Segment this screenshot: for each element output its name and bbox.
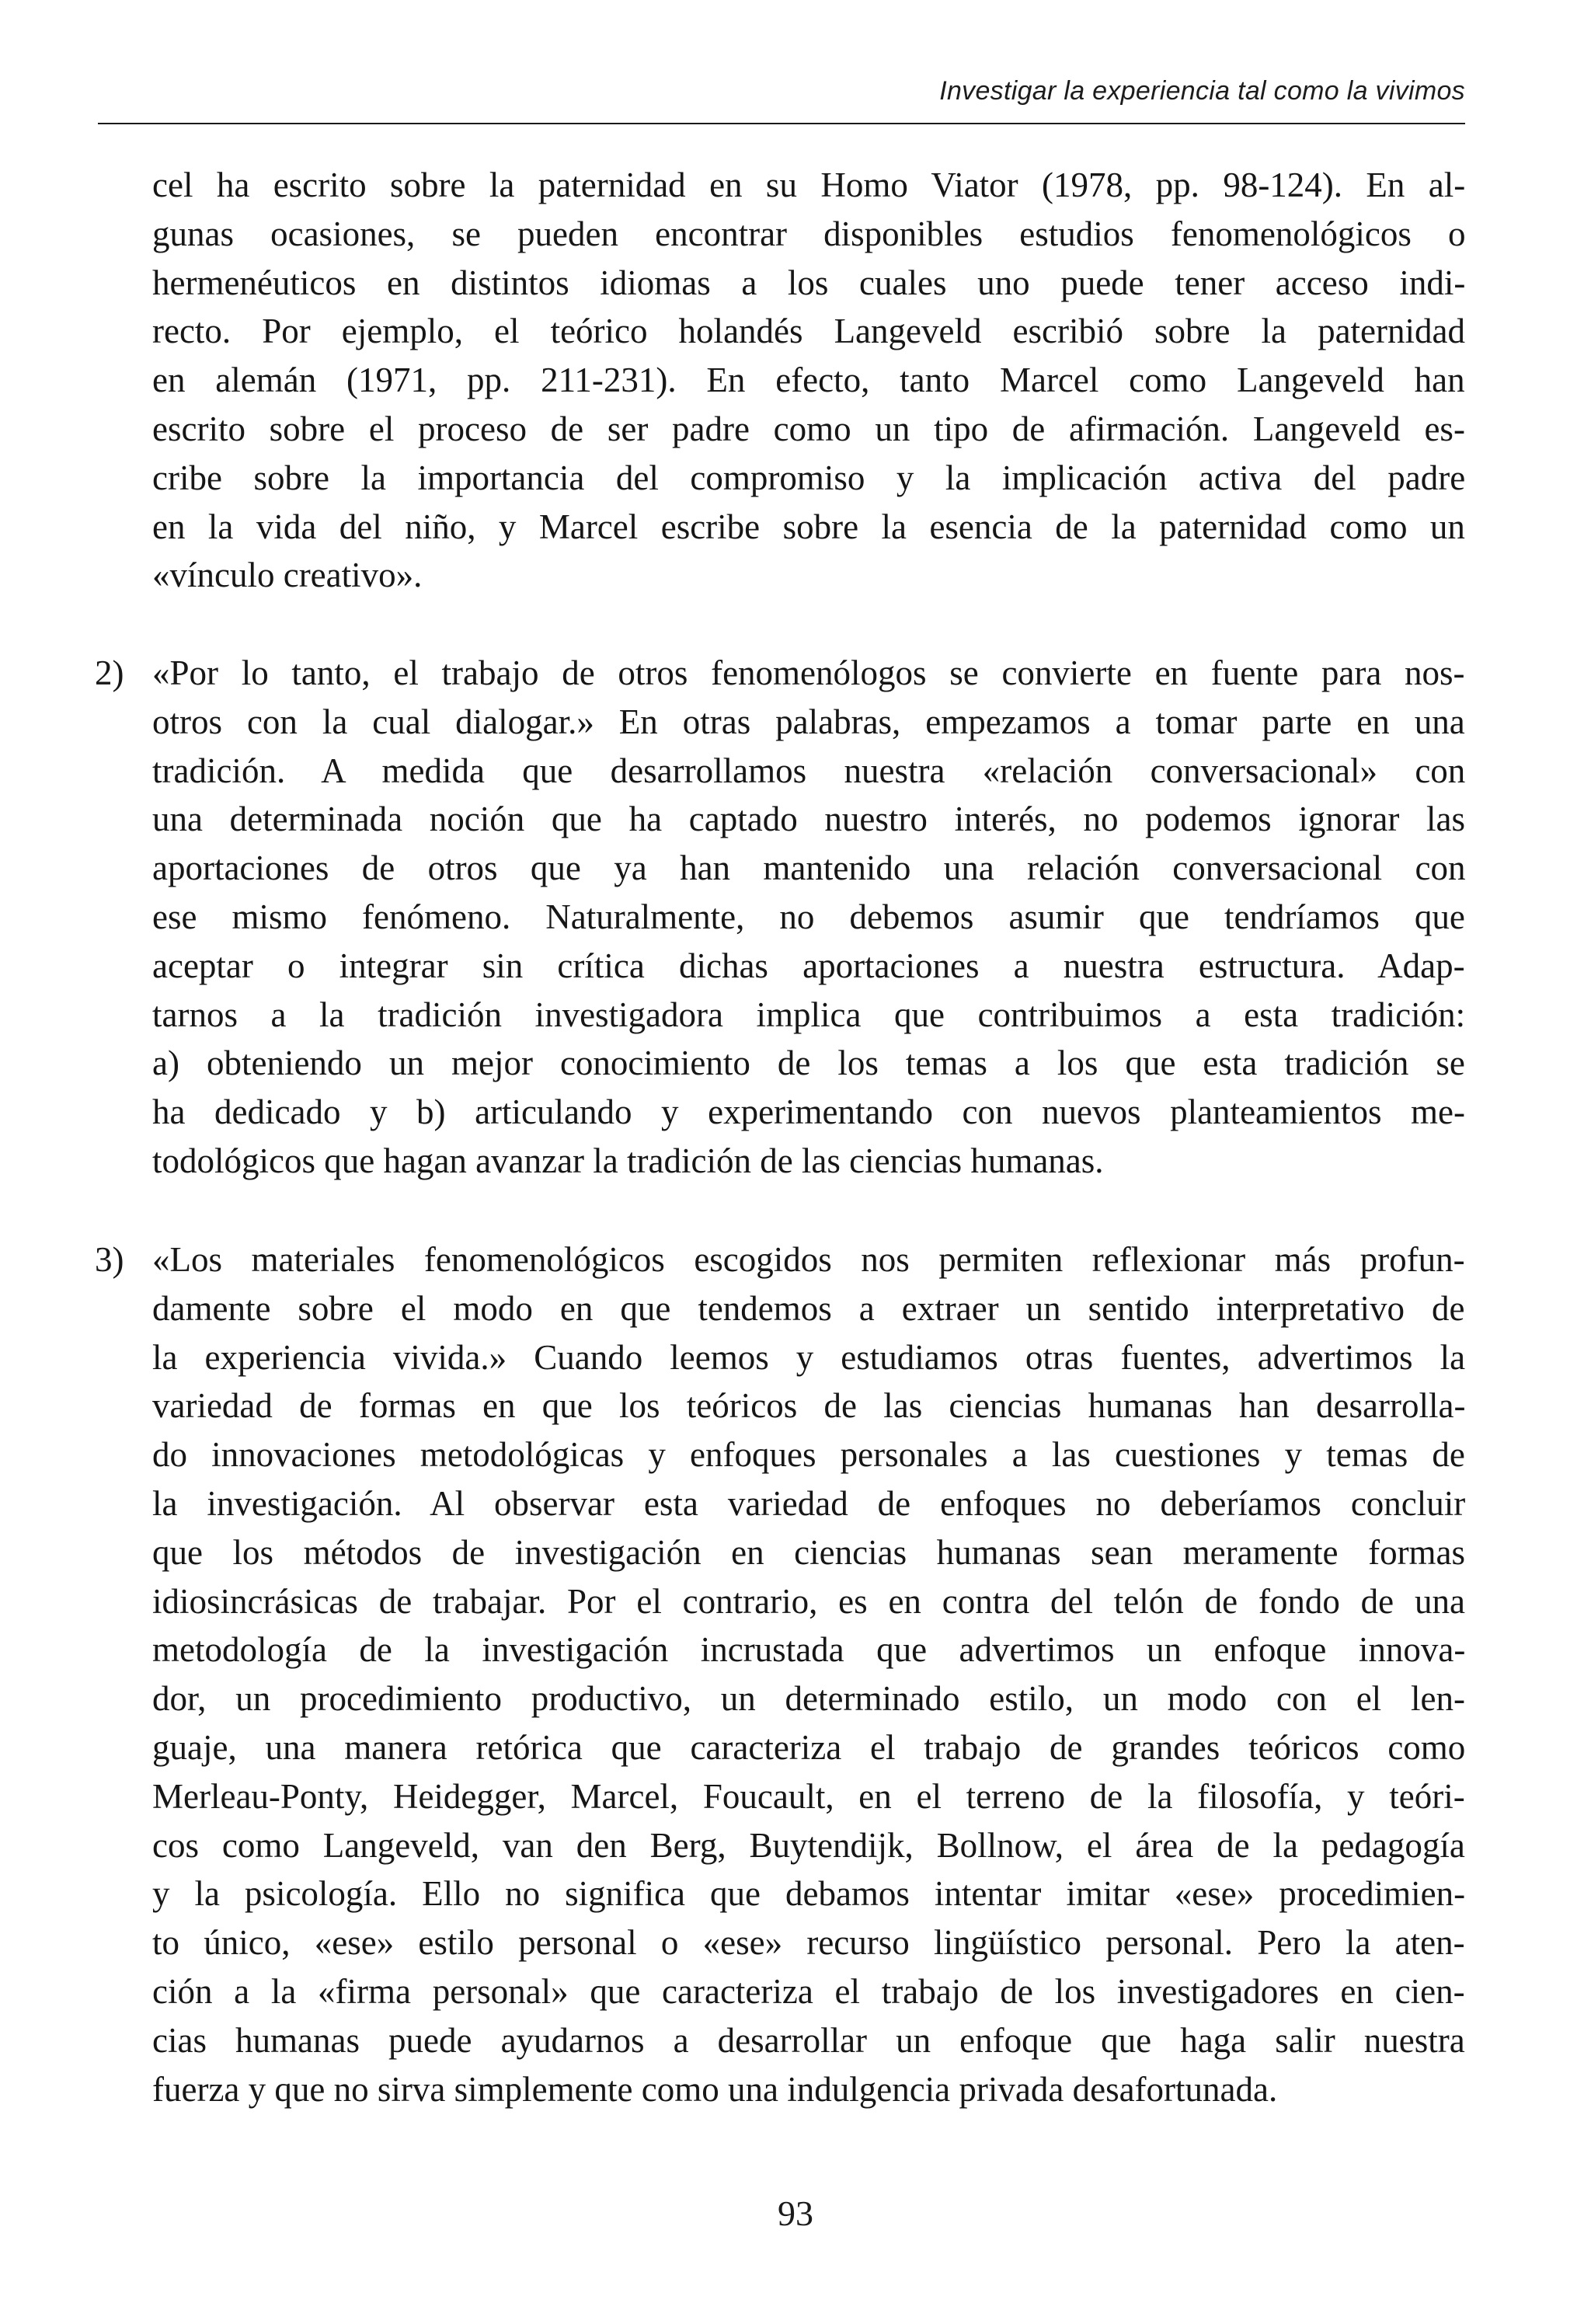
text-line: «vínculo creativo». [152,556,423,595]
text-line: variedad de formas en que los teóricos de las ciencias humanas han desarrolla- [152,1386,1466,1426]
text-line: todológicos que hagan avanzar la tradición de las ciencias humanas. [152,1141,1104,1180]
text-line: guaje, una manera retórica que caracteriza el trabajo de grandes teóricos como [152,1727,1466,1767]
text-line: otros con la cual dialogar.» En otras palabras, empezamos a tomar parte en una [152,702,1465,741]
text-line: la investigación. Al observar esta variedad de enfoques no deberíamos concluir [152,1483,1466,1523]
text-line: hermenéuticos en distintos idiomas a los cuales uno puede tener acceso indi- [152,263,1466,302]
text-line: «Los materiales fenomenológicos escogidos nos permiten reflexionar más profun- [152,1240,1465,1279]
text-line: tarnos a la tradición investigadora implica que contribuimos a esta tradición: [152,995,1466,1034]
running-header [98,75,1465,124]
text-line: recto. Por ejemplo, el teórico holandés Langeveld escribió sobre la paternidad [152,312,1465,351]
text-line: a) obteniendo un mejor conocimiento de los temas a los que esta tradición se [152,1044,1465,1083]
text-line: gunas ocasiones, se pueden encontrar disponibles estudios fenomenológicos o [152,214,1466,253]
text-line: y la psicología. Ello no significa que debamos intentar imitar «ese» procedimien- [152,1874,1466,1914]
text-line: damente sobre el modo en que tendemos a extraer un sentido interpretativo de [152,1288,1465,1328]
text-line: cias humanas puede ayudarnos a desarrollar un enfoque que haga salir nuestra [152,2020,1465,2060]
text-line: tradición. A medida que desarrollamos nuestra «relación conversacional» con [152,751,1466,790]
paragraph-number: 2) [95,653,124,692]
text-line: dor, un procedimiento productivo, un determinado estilo, un modo con el len- [152,1679,1465,1719]
text-line: cos como Langeveld, van den Berg, Buytendijk, Bollnow, el área de la pedagogía [152,1825,1465,1865]
text-line: Merleau-Ponty, Heidegger, Marcel, Foucault, en el terreno de la filosofía, y teóri- [152,1776,1465,1816]
text-line: la experiencia vivida.» Cuando leemos y estudiamos otras fuentes, advertimos la [152,1337,1466,1377]
text-line: en alemán (1971, pp. 211-231). En efecto, tanto Marcel como Langeveld han [152,361,1465,400]
text-line: escrito sobre el proceso de ser padre como un tipo de afirmación. Langeveld es- [152,409,1465,448]
text-line: to único, «ese» estilo personal o «ese» recurso lingüístico personal. Pero la aten- [152,1923,1465,1963]
text-line: fuerza y que no sirva simplemente como una indulgencia privada desafortunada. [152,2069,1278,2109]
text-line: en la vida del niño, y Marcel escribe sobre la esencia de la paternidad como un [152,507,1465,546]
text-line: una determinada noción que ha captado nuestro interés, no podemos ignorar las [152,800,1465,839]
paragraph-item-3 [95,1235,1466,2113]
text-line: ción a la «firma personal» que caracteriza el trabajo de los investigadores en cien- [152,1971,1465,2011]
text-line: idiosincrásicas de trabajar. Por el contrario, es en contra del telón de fondo de una [152,1581,1465,1621]
text-line: ese mismo fenómeno. Naturalmente, no debemos asumir que tendríamos que [152,897,1465,936]
text-line: metodología de la investigación incrustada que advertimos un enfoque innova- [152,1630,1466,1670]
text-line: «Por lo tanto, el trabajo de otros fenomenólogos se convierte en fuente para nos- [152,653,1465,692]
text-line: cel ha escrito sobre la paternidad en su Homo Viator (1978, pp. 98-124). En al- [152,166,1466,204]
text-line: cribe sobre la importancia del compromiso y la implicación activa del padre [152,458,1466,497]
paragraph-item-2 [95,649,1466,1186]
text-line: aceptar o integrar sin crítica dichas aportaciones a nuestra estructura. Adap- [152,946,1465,985]
text-line: que los métodos de investigación en ciencias humanas sean meramente formas [152,1532,1466,1572]
page-number: 93 [778,2193,813,2233]
paragraph-number: 3) [95,1240,124,1279]
text-line: aportaciones de otros que ya han mantenido una relación conversacional con [152,848,1466,888]
text-line: do innovaciones metodológicas y enfoques personales a las cuestiones y temas de [152,1435,1465,1475]
running-header-title: Investigar la experiencia tal como la vivimos [939,76,1465,106]
paragraph-continuation [152,161,1465,600]
text-line: ha dedicado y b) articulando y experimentando con nuevos planteamientos me- [152,1092,1466,1132]
